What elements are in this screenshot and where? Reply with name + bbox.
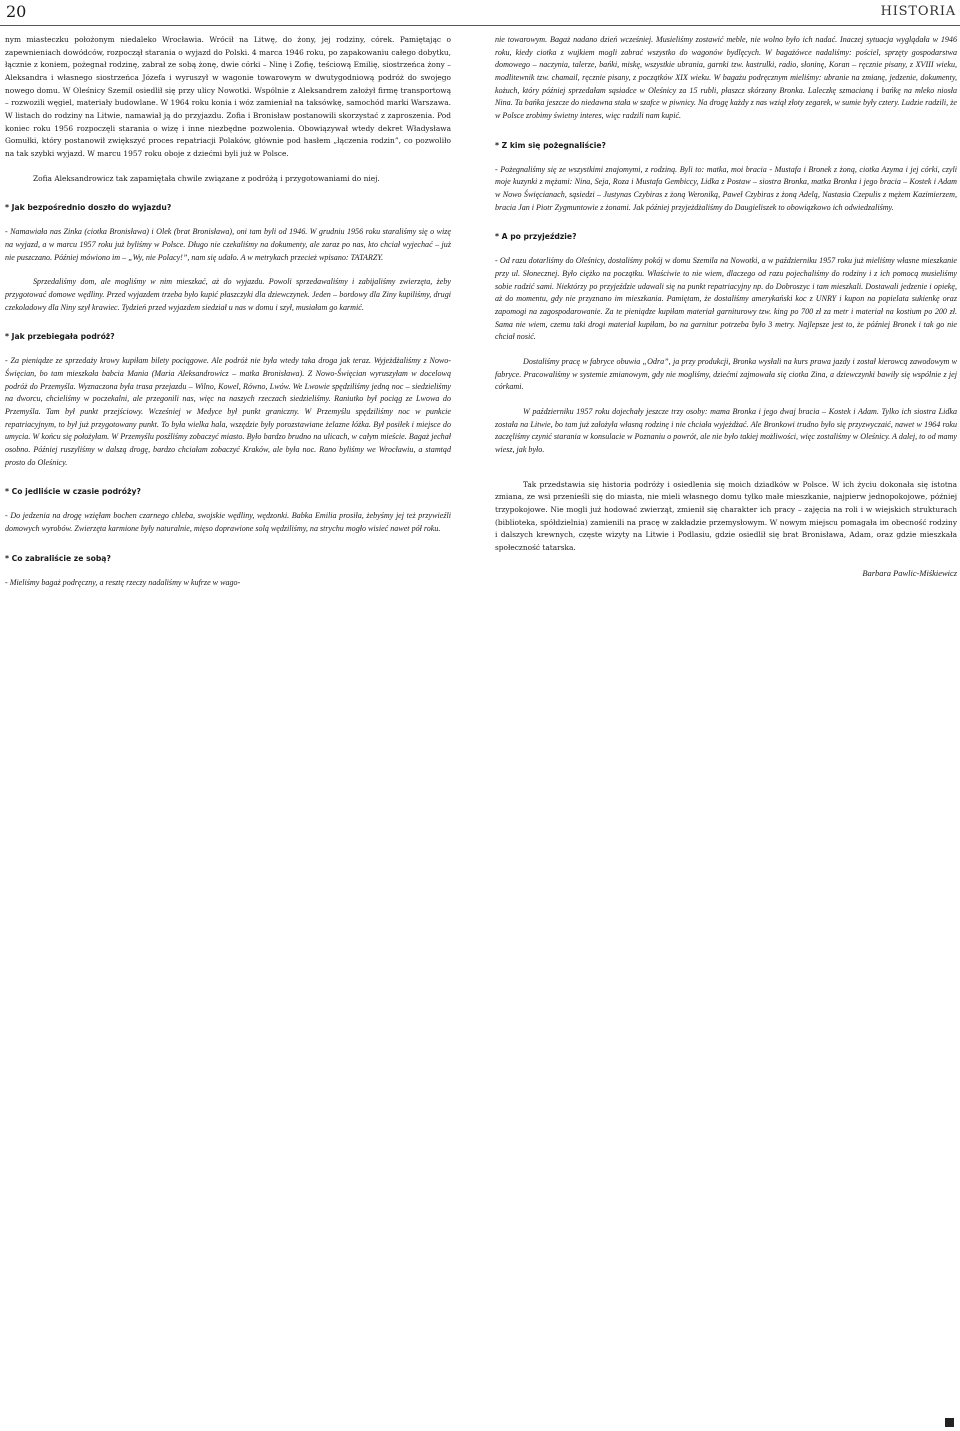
answer-paragraph: Sprzedaliśmy dom, ale mogliśmy w nim mieszkać, aż do wyjazdu. Powoli sprzedawaliśmy i zabijaliśmy zwierzęta, żeby przygotować domowe wędliny. Przed wyjazdem trzeba było kupić płaszczyki dla dziewczynek. Jeden – bordowy dla Ziny kupiliśmy, drugi czekoladowy dla Niny szył krawiec. Tydzień przed wyjazdem siedział u nas w domu i szył, musiałam go karmić. (5, 277, 451, 312)
lead-in-paragraph: Zofia Aleksandrowicz tak zapamiętała chwile związane z podróżą i przygotowaniami do niej. (33, 173, 380, 183)
header-rule (0, 25, 960, 26)
answer-paragraph: - Mieliśmy bagaż podręczny, a resztę rzeczy nadaliśmy w kufrze w wago- (5, 577, 241, 587)
question-heading: * Jak przebiegała podróż? (5, 332, 115, 342)
closing-paragraph: Tak przedstawia się historia podróży i osiedlenia się moich dziadków w Polsce. W ich życiu dokonała się istotna zmiana, ze wsi przenieśli się do miasta, nie mieli własnego domu tylko małe mieszkanie, najpierw jednopokojowe, później trzypokojowe. Nie mogli już hodować zwierząt, zmienił się charakter ich pracy – zajęcia na roli i w wiejskich strukturach (biblioteka, spółdzielnia) zamienili na pracę w zakładzie przemysłowym. W nowym miejscu pomagała im obecność rodziny i dalszych krewnych, częste wizyty na Litwie i Podlasiu, gdzie osiedlił się brat Bronisława, Adam, oraz gdzie mieszkała społeczność tatarska. (495, 479, 957, 552)
answer-paragraph: W październiku 1957 roku dojechały jeszcze trzy osoby: mama Bronka i jego dwaj bracia – Kostek i Adam. Tylko ich siostra Lidka została na Litwie, bo tam już założyła własną rodzinę i nie chciała wyjeżdżać. Ale Bronkowi trudno było się przyzwyczaić, nawet w 1964 roku zaczęliśmy czynić starania w konsulacie w Poznaniu o powrót, ale nie było takiej możliwości, więc zostaliśmy w Oleśnicy. A dalej, to od mamy wiesz, jak było. (495, 406, 957, 454)
answer-paragraph: - Za pieniądze ze sprzedaży krowy kupiłam bilety pociągowe. Ale podróż nie była wtedy taka droga jak teraz. Wyjeżdżaliśmy z Nowo-Święcian, bo tam mieszkała babcia Mania (Maria Aleksandrowicz – matka Bronisława). Z Nowo-Święcian wyruszyłam w docelową podróż do Przemyśla. Wyznaczona była trasa przejazdu – Wilno, Kowel, Równo, Lwów. We Lwowie spędziliśmy jedną noc – siedzieliśmy na dworcu, chcieliśmy w poczekalni, ale przegonili nas, więc na naszych rzeczach siedzieliśmy. Raniutko był pociąg ze Lwowa do Przemyśla. Tam był punkt przejściowy. Wcześniej w Medyce był punkt graniczny. W Przemyślu spędziliśmy noc w punkcie repatriacyjnym, to był już przygotowany punkt. To była wielka hala, wszędzie były porozstawiane żelazne łóżka. Był posiłek i miejsce do umycia. W końcu się położyłam. W Przemyślu posźliśmy zobaczyć miasto. Było bardzo brudno na ulicach, w całym mieście. Bagaż jechał osobno. Później ruszyliśmy w dalszą drogę, bardzo chciałam zobaczyć Kraków, ale była noc. Rano byliśmy we Wrocławiu, a stamtąd prosto do Oleśnicy. (5, 356, 451, 467)
answer-paragraph: - Namawiała nas Zinka (ciotka Bronisława) i Olek (brat Bronisława), oni tam byli od 1946. W grudniu 1956 roku staraliśmy się o wizę na wyjazd, a w marcu 1957 roku już byliśmy w Polsce. Długo nie czekaliśmy na dokumenty, ale zaraz po nas, kto chciał wyjechać – już nie puszczano. Później mówiono im – „Wy, nie Polacy!”, nam się udało. A w metrykach przecież wpisano: TATARZY. (5, 227, 451, 262)
answer-paragraph: - Pożegnaliśmy się ze wszystkimi znajomymi, z rodziną. Byli to: matka, moi bracia - Mustafa i Bronek z żoną, ciotka Azyma i jej córki, czyli moje kuzynki z mężami: Nina, Seja, Roza i Mustafa Gembiccy, Lidka z Postaw – siostra Bronka, matka Bronka i jego bracia – Kostek i Adam w Nowo Święcianach, sąsiedzi – Justynas Czybiras z żoną Weroniką, Paweł Czybiras z żoną Adelą, Nastasia Czepulis z mężem Kazimierzem, bracia Jan i Piotr Zygmuntowie z żonami. Jak później przyjeżdżaliśmy do Daugieliszek to obowiązkowo ich odwiedzaliśmy. (495, 164, 957, 212)
question-heading: * A po przyjeździe? (495, 232, 577, 242)
answer-paragraph: - Do jedzenia na drogę wzięłam bochen czarnego chleba, swojskie wędliny, wędzonki. Babka Emilia prosiła, żebyśmy jej też przywieźli domowych wyrobów. Zwierzęta karmione były naturalnie, mięso doprawione solą wędziliśmy, na strychu mogło wisieć nawet pół roku. (5, 511, 451, 533)
author-signature: Barbara Pawlic-Miśkiewicz (862, 567, 957, 578)
answer-paragraph: - Od razu dotarliśmy do Oleśnicy, dostaliśmy pokój w domu Szemila na Nowotki, a w październiku 1957 roku już mieliśmy własne mieszkanie przy ul. Słonecznej. Było ciężko na początku. Właściwie to nie wiem, dlaczego od razu pojechaliśmy do rodziny i z ich pomocą musieliśmy sobie radzić sami. Niektórzy po przyjeździe udawali się na punkt repatriacyjny np. do Dobroszyc i tam mieszkali. Dostawali jedzenie i opiekę, aż do momentu, gdy nie przyznano im mieszkania. Pamiętam, że dostaliśmy amerykański koc z UNRY i kupon na popielata sukienkę oraz zapomogi na zagospodarowanie. Za te pieniądze kupiłam materiał garniturowy tzw. king po 700 zł za metr i materiał na kostium po 200 zł. Sama nie wiem, czemu taki drogi materiał kupiłam, bo na garnitur potrzeba było 3 metry. Najlepsze jest to, że później Bronek i tak go nie chciał nosić. (495, 256, 957, 342)
section-name: HISTORIA (880, 4, 956, 19)
intro-paragraph: nym miasteczku położonym niedaleko Wrocławia. Wrócił na Litwę, do żony, jej rodziny, córek. Pamiętając o zapewnieniach dowódców, rozpoczął starania o wyjazd do Polski. 4 marca 1946 roku, po zapakowaniu całego dobytku, łącznie z koniem, pożegnał rodzinę, zabrał ze sobą żonę, dwie córki – Ninę i Zofię, teściową Emilię, siostrzeńca żony – Aleksandra i własnego siostrzeńca Józefa i wyruszył w wagonie towarowym w dwutygodniową podróż do swojego nowego domu. W Oleśnicy Szemil osiedlił się przy ulicy Nowotki. Wspólnie z Aleksandrem założył firmę transportową – rozwozili węgiel, materiały budowlane. W 1964 roku konia i wóz zamieniał na taksówkę, samochód marki Warszawa. W listach do rodziny na Litwie, namawiał ją do przyjazdu. Zofia i Bronisław postanowili skorzystać z zaproszenia. Pod koniec roku 1956 rozpoczęli starania o wizę i inne niezbędne pozwolenia. Obowiązywał wtedy dekret Władysława Gomułki, który postanowił zwiększyć proces repatriacji Polaków, głównie pod hasłem „łączenia rodzin”, co pozwoliło na tak szybki wyjazd. W marcu 1957 roku oboje z dziećmi byli już w Polsce. (5, 35, 451, 159)
page-header (0, 0, 960, 28)
question-heading: * Co zabraliście ze sobą? (5, 553, 111, 563)
answer-paragraph: Dostaliśmy pracę w fabryce obuwia „Odra”, ja przy produkcji, Bronka wysłali na kurs prawa jazdy i został kierowcą zawodowym w fabryce. Pracowaliśmy w systemie zmianowym, gdy nie mogliśmy, dziećmi zajmowała się ciotka Zina, a dziewczynki bawiły się wspólnie z jej córkami. (495, 356, 957, 392)
answer-continuation: nie towarowym. Bagaż nadano dzień wcześniej. Musieliśmy zostawić meble, nie wolno było ich nadać. Inaczej sytuacja wyglądała w 1946 roku, kiedy ciotka z wujkiem mogli zabrać wszystko do wagonów bydlęcych. W bagażówce nadaliśmy: pościel, sprzęty gospodarstwa domowego – naczynia, talerze, bańki, miskę, wszystkie ubrania, garnki tzw. kastrulki, radio, słoninę, Koran – ręcznie pisany, z XVIII wieku, modlitewnik tzw. chamail, ręcznie pisany, z początków XIX wieku. W bagażu podręcznym mieliśmy: ubranie na zmianę, jedzenie, dokumenty, kożuch, który później sprzedałam sąsiadce w Oleśnicy za 15 rubli, płaszcz skórzany Bronka. Laleczkę szmacianą i bańkę na mleko niosła Nina. Ta bańka jeszcze do niedawna stała w szafce w piwnicy. Na drogę każdy z nas wziął złoty zegarek, w sumie były cztery. Ludzie radzili, że w Polsce zrobimy świetny interes, więc radzili nam kupić. (495, 35, 957, 121)
question-heading: * Z kim się pożegnaliście? (495, 140, 606, 150)
left-column (5, 34, 451, 1424)
right-column (495, 34, 957, 1424)
question-heading: * Jak bezpośrednio doszło do wyjazdu? (5, 203, 172, 213)
end-of-article-mark (945, 1418, 954, 1427)
question-heading: * Co jedliście w czasie podróży? (5, 487, 141, 497)
page-number: 20 (6, 2, 27, 21)
